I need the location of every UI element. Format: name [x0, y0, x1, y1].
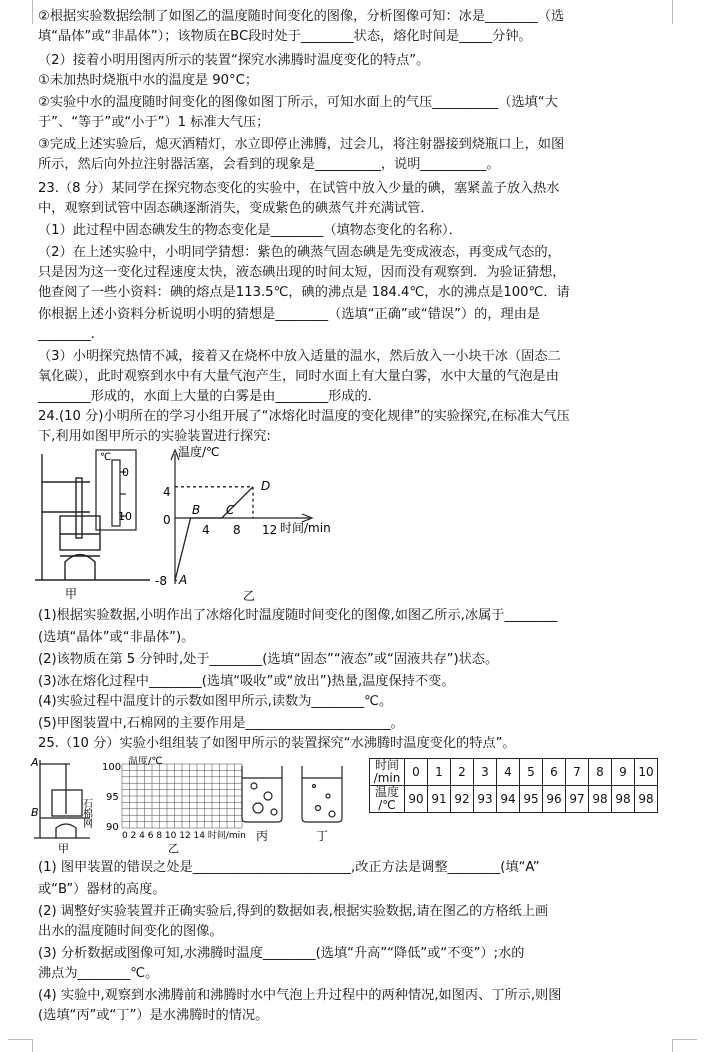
- point-C: C: [226, 503, 235, 517]
- caption-jia: 甲: [65, 587, 78, 601]
- xtick-8: 8: [233, 523, 241, 537]
- melting-graph-axes: [171, 450, 312, 584]
- text-line: 氧化碳），此时观察到水中有大量气泡产生，同时水面上有大量白雾，水中大量的气泡是由: [38, 369, 559, 384]
- text-line: (2) 调整好实验装置并正确实验后,得到的数据如表,根据实验数据,请在图乙的方格纸上画: [38, 904, 549, 919]
- ytick-4: 4: [163, 485, 171, 499]
- thermo-unit: ℃: [100, 452, 112, 463]
- table-cell-temp: 98: [589, 786, 612, 813]
- point-B: B: [192, 503, 201, 517]
- page-corner-mark: [8, 0, 33, 24]
- text-line: （1）此过程中固态碘发生的物态变化是________（填物态变化的名称）．: [38, 223, 462, 238]
- text-line: ________形成的，水面上大量的白雾是由________形成的．: [38, 389, 381, 404]
- melting-graph-curve: [175, 487, 253, 581]
- text-line: 你根据上述小资料分析说明小明的猜想是________（选填“正确”或“错误”）的，理由是: [38, 307, 541, 322]
- table-cell-temp: 97: [566, 786, 589, 813]
- text-line: ②根据实验数据绘制了如图乙的温度随时间变化的图像，分析图像可知：冰是________（选: [38, 9, 565, 24]
- caption-ding: 丁: [316, 829, 329, 843]
- table-cell-time: 6: [543, 759, 566, 786]
- table-cell-time: 4: [497, 759, 520, 786]
- table-cell-temp: 98: [635, 786, 658, 813]
- text-line: 23.（8 分）某同学在探究物态变化的实验中，在试管中放入少量的碘，塞紧盖子放入热水: [38, 181, 560, 196]
- text-line: ①未加热时烧瓶中水的温度是 90°C；: [38, 73, 259, 88]
- text-line: （2）在上述实验中，小明同学猜想：紫色的碘蒸气固态碘是先变成液态，再变成气态的，: [38, 245, 561, 260]
- text-line: 于”、“等于”或“小于”）1 标准大气压；: [38, 115, 270, 130]
- ytick-neg8: -8: [155, 574, 167, 588]
- table-cell-temp: 96: [543, 786, 566, 813]
- text-line: (5)甲图装置中,石棉网的主要作用是______________________。: [38, 716, 404, 731]
- xtick-4: 4: [202, 523, 210, 537]
- grid-paper: [122, 764, 242, 828]
- table-cell-time: 3: [474, 759, 497, 786]
- text-line: (1) 图甲装置的错误之处是________________________,改正方法是调整________(填“A”: [38, 860, 540, 875]
- table-cell-temp: 90: [405, 786, 428, 813]
- beaker-ding: [302, 766, 342, 822]
- ylabel-25: 温度/℃: [128, 756, 163, 767]
- text-line: 下,利用如图甲所示的实验装置进行探究:: [38, 429, 271, 444]
- text-line: (2)该物质在第 5 分钟时,处于________(选填“固态”“液态”或“固液共存”)状态。: [38, 652, 499, 667]
- text-line: 他查阅了一些小资料：碘的熔点是113.5℃，碘的沸点是 184.4℃，水的沸点是100℃．请: [38, 285, 570, 300]
- melting-curve-line: [175, 487, 253, 581]
- thermo-tick-10: 10: [118, 510, 132, 523]
- text-line: （3）小明探究热情不减，接着又在烧杯中放入适量的温水，然后放入一小块干冰（固态二: [38, 349, 561, 364]
- table-row-temp: [370, 786, 658, 813]
- text-line: (3) 分析数据或图像可知,水沸腾时温度________(选填“升高”“降低”或“不变”）;水的: [38, 946, 525, 961]
- table-cell-time: 2: [451, 759, 474, 786]
- text-line: ________.: [38, 327, 95, 342]
- table-cell-time: 0: [405, 759, 428, 786]
- figure-25: [30, 756, 365, 856]
- page-corner-mark: [672, 1039, 697, 1052]
- table-cell-temp: 94: [497, 786, 520, 813]
- ylabel-24: 温度/℃: [178, 445, 220, 459]
- origin-label: 0: [163, 513, 171, 527]
- text-line: ②实验中水的温度随时间变化的图像如图丁所示，可知水面上的气压__________（选填“大: [38, 95, 558, 110]
- text-line: 沸点为________℃。: [38, 966, 159, 981]
- text-line: 中，观察到试管中固态碘逐渐消失，变成紫色的碘蒸气并充满试管．: [38, 201, 434, 216]
- xtick-12: 12: [262, 523, 278, 537]
- row-header-temp: 温度 /℃: [370, 786, 405, 813]
- caption-yi: 乙: [243, 589, 256, 602]
- text-line: 只是因为这一变化过程速度太快，液态碘出现的时间太短，因而没有观察到．为验证猜想，: [38, 265, 566, 280]
- xlabel-24: 时间/min: [280, 521, 331, 535]
- caption-jia-25: 甲: [58, 842, 69, 855]
- thermo-tick-0: 0: [122, 466, 129, 479]
- label-B: B: [31, 806, 39, 819]
- text-line: (1)根据实验数据,小明作出了冰熔化时温度随时间变化的图像,如图乙所示,冰属于________: [38, 608, 558, 623]
- table-cell-temp: 98: [612, 786, 635, 813]
- text-line: 填“晶体”或“非晶体”）；该物质在BC段时处于________状态，熔化时间是_____分钟。: [38, 29, 532, 44]
- ice-melting-apparatus: [35, 454, 150, 580]
- text-line: (3)冰在熔化过程中________(选填“吸收”或“放出”)热量,温度保持不变。: [38, 674, 455, 689]
- table-cell-time: 9: [612, 759, 635, 786]
- text-line: (选填“丙”或“丁”）是水沸腾时的情况。: [38, 1008, 269, 1023]
- text-line: (选填“晶体”或“非晶体”)。: [38, 630, 195, 645]
- caption-yi-25: 乙: [168, 842, 179, 855]
- table-cell-time: 7: [566, 759, 589, 786]
- caption-bing: 丙: [256, 829, 269, 843]
- text-line: 所示，然后向外拉注射器活塞，会看到的现象是__________，说明__________。: [38, 157, 500, 172]
- label-A: A: [31, 756, 39, 769]
- page-corner-mark: [672, 0, 697, 24]
- net-label: 石棉网: [80, 798, 92, 828]
- text-line: 或“B”）器材的高度。: [38, 882, 166, 897]
- table-cell-time: 5: [520, 759, 543, 786]
- ytick-90: 90: [106, 822, 119, 833]
- beaker-bing: [242, 766, 282, 822]
- page-corner-mark: [8, 1039, 33, 1052]
- table-cell-temp: 92: [451, 786, 474, 813]
- text-line: 25.（10 分）实验小组组装了如图甲所示的装置探究“水沸腾时温度变化的特点”。: [38, 736, 516, 751]
- text-line: 出水的温度随时间变化的图像。: [38, 924, 223, 939]
- ytick-95: 95: [106, 792, 119, 803]
- table-row-time: [370, 759, 658, 786]
- text-line: 24.(10 分)小明所在的学习小组开展了“冰熔化时温度的变化规律”的实验探究,在标准大气压: [38, 409, 570, 424]
- table-cell-time: 8: [589, 759, 612, 786]
- text-line: ③完成上述实验后，熄灭酒精灯，水立即停止沸腾，过会儿，将注射器接到烧瓶口上，如图: [38, 137, 565, 152]
- xticks-25: 0 2 4 6 8 10 12 14 时间/min: [122, 831, 246, 841]
- table-cell-temp: 93: [474, 786, 497, 813]
- ytick-100: 100: [102, 762, 122, 773]
- row-header-time: 时间 /min: [370, 759, 405, 786]
- text-line: (4)实验过程中温度计的示数如图甲所示,读数为________℃。: [38, 694, 393, 709]
- point-D: D: [261, 479, 271, 493]
- table-cell-time: 10: [635, 759, 658, 786]
- table-cell-time: 1: [428, 759, 451, 786]
- data-table: [369, 758, 658, 813]
- text-line: （2）接着小明用图丙所示的装置“探究水沸腾时温度变化的特点”。: [38, 53, 430, 68]
- text-line: (4) 实验中,观察到水沸腾前和沸腾时水中气泡上升过程中的两种情况,如图丙、丁所示,则图: [38, 988, 562, 1003]
- table-cell-temp: 95: [520, 786, 543, 813]
- table-cell-temp: 91: [428, 786, 451, 813]
- point-A: A: [179, 573, 188, 587]
- figure-24: [30, 442, 360, 602]
